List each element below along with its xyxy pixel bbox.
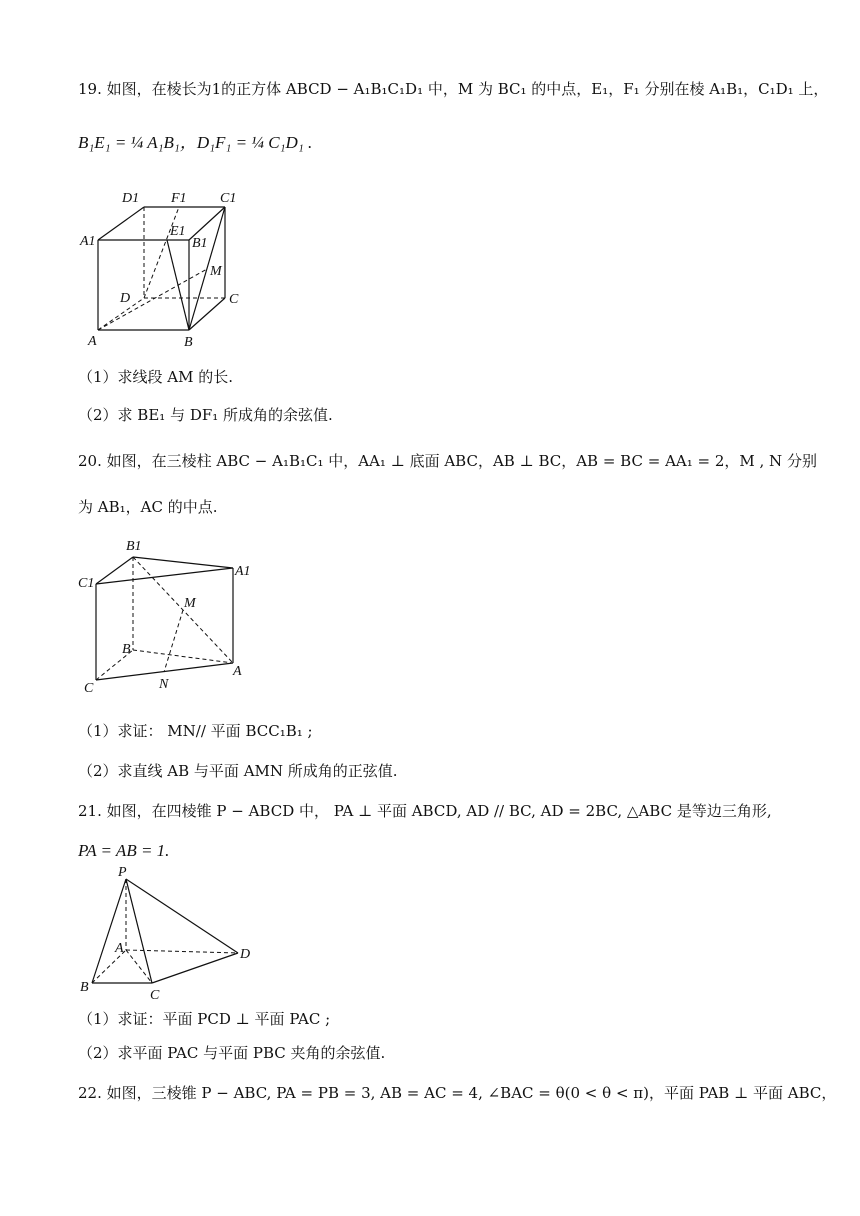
q20-part2: （2）求直线 AB 与平面 AMN 所成角的正弦值. [78,762,398,780]
label-D: D [120,291,131,306]
q21-stem-line2: PA = AB = 1. [78,841,170,860]
label-P: P [118,865,127,880]
q21-stem-line1: 21. 如图，在四棱锥 P − ABCD 中， PA ⊥ 平面 ABCD, AD // BC, AD = 2BC, △ABC 是等边三角形, [78,802,772,820]
q19-part1: （1）求线段 AM 的长. [78,368,234,386]
label-C: C [150,988,160,1003]
label-A: A [233,664,242,679]
q21-pyramid-figure [78,865,268,1005]
label-C: C [229,292,239,307]
label-A1: A1 [80,234,96,249]
label-A1: A1 [235,564,251,579]
label-B1: B1 [126,539,142,554]
label-C: C [84,681,94,695]
q20-stem-line1: 20. 如图，在三棱柱 ABC − A₁B₁C₁ 中，AA₁ ⊥ 底面 ABC，AB ⊥ BC，AB = BC = AA₁ = 2，M , N 分别 [78,452,817,470]
label-C1: C1 [220,191,237,206]
label-A: A [88,334,97,349]
q19-stem-line1: 19. 如图，在棱长为1的正方体 ABCD − A₁B₁C₁D₁ 中，M 为 BC₁ 的中点，E₁，F₁ 分别在棱 A₁B₁，C₁D₁ 上， [78,80,829,98]
label-N: N [159,677,169,692]
label-B1: B1 [192,236,208,251]
label-F1: F1 [171,191,187,206]
label-M: M [210,264,222,279]
q21-part2: （2）求平面 PAC 与平面 PBC 夹角的余弦值. [78,1044,386,1062]
label-B: B [80,980,89,995]
label-D: D [240,947,251,962]
q22-stem-line1: 22. 如图，三棱锥 P − ABC, PA = PB = 3, AB = AC = 4, ∠BAC = θ(0 < θ < π)，平面 PAB ⊥ 平面 ABC， [78,1084,837,1102]
label-M: M [184,596,196,611]
q19-cube-figure [78,185,258,350]
label-E1: E1 [170,224,186,239]
label-A: A [115,941,124,956]
q19-stem-line2: B₁E₁ = ¼ A₁B₁，D₁F₁ = ¼ C₁D₁ . [78,133,313,152]
label-B: B [122,642,131,657]
q20-part1: （1）求证： MN// 平面 BCC₁B₁ ; [78,722,313,740]
q20-stem-line2: 为 AB₁，AC 的中点. [78,498,218,516]
q20-prism-figure [78,535,258,695]
label-C1: C1 [78,576,95,591]
q19-part2: （2）求 BE₁ 与 DF₁ 所成角的余弦值. [78,406,333,424]
label-B: B [184,335,193,350]
label-D1: D1 [122,191,140,206]
q21-part1: （1）求证：平面 PCD ⊥ 平面 PAC ; [78,1010,331,1028]
